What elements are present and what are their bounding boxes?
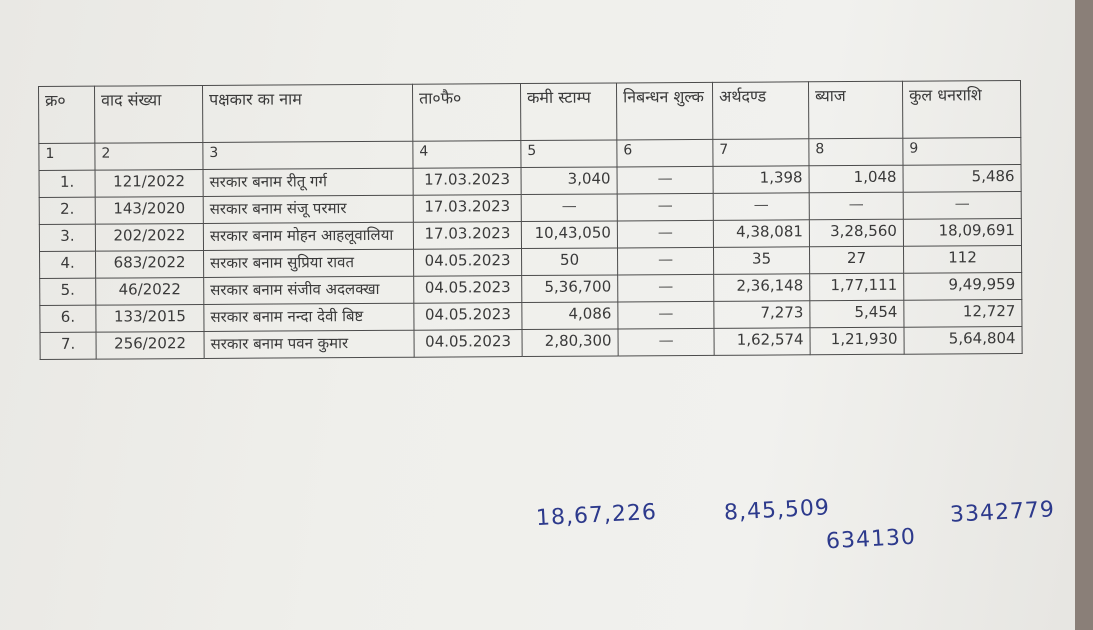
party-cell: सरकार बनाम रीतू गर्ग bbox=[203, 168, 413, 196]
total-cell: 112 bbox=[903, 245, 1021, 273]
header-cell: कमी स्टाम्प bbox=[520, 83, 616, 141]
header-cell: पक्षकार का नाम bbox=[202, 84, 412, 142]
handwritten-interest-total: 634130 bbox=[825, 524, 917, 555]
header-cell: क्र० bbox=[39, 86, 95, 143]
case-cell: 256/2022 bbox=[96, 331, 204, 359]
registration-cell: — bbox=[618, 301, 714, 329]
header-cell: कुल धनराशि bbox=[902, 80, 1020, 138]
index-cell: 1 bbox=[39, 143, 95, 170]
case-cell: 683/2022 bbox=[96, 250, 204, 278]
total-cell: — bbox=[903, 191, 1021, 219]
total-cell: 5,486 bbox=[903, 164, 1021, 192]
penalty-cell: 1,398 bbox=[713, 166, 809, 194]
serial-cell: 3. bbox=[39, 224, 95, 251]
interest-cell: 1,048 bbox=[809, 165, 903, 193]
ledger-table bbox=[38, 80, 1023, 360]
serial-cell: 4. bbox=[40, 251, 96, 278]
stamp-cell: 3,040 bbox=[521, 167, 617, 195]
date-cell: 17.03.2023 bbox=[413, 195, 521, 223]
serial-cell: 6. bbox=[40, 305, 96, 332]
index-cell: 7 bbox=[713, 139, 809, 167]
date-cell: 04.05.2023 bbox=[414, 249, 522, 277]
registration-cell: — bbox=[617, 220, 713, 248]
handwritten-stamp-total: 18,67,226 bbox=[535, 499, 658, 532]
date-cell: 04.05.2023 bbox=[414, 303, 522, 331]
background-edge bbox=[1075, 0, 1093, 630]
index-cell: 2 bbox=[95, 142, 203, 170]
stamp-cell: 4,086 bbox=[522, 302, 618, 330]
interest-cell: 27 bbox=[809, 246, 903, 274]
party-cell: सरकार बनाम सुप्रिया रावत bbox=[204, 249, 414, 277]
interest-cell: 1,77,111 bbox=[810, 273, 904, 301]
penalty-cell: 35 bbox=[713, 247, 809, 275]
penalty-cell: 4,38,081 bbox=[713, 220, 809, 248]
interest-cell: 3,28,560 bbox=[809, 219, 903, 247]
registration-cell: — bbox=[618, 247, 714, 275]
stamp-cell: 2,80,300 bbox=[522, 329, 618, 357]
header-cell: निबन्धन शुल्क bbox=[616, 82, 712, 140]
date-cell: 17.03.2023 bbox=[413, 222, 521, 250]
date-cell: 17.03.2023 bbox=[413, 168, 521, 196]
date-cell: 04.05.2023 bbox=[414, 330, 522, 358]
party-cell: सरकार बनाम संजू परमार bbox=[203, 195, 413, 223]
total-cell: 12,727 bbox=[904, 299, 1022, 327]
registration-cell: — bbox=[618, 274, 714, 302]
party-cell: सरकार बनाम संजीव अदलक्खा bbox=[204, 276, 414, 304]
index-cell: 5 bbox=[521, 140, 617, 168]
table-row bbox=[40, 326, 1022, 359]
case-cell: 46/2022 bbox=[96, 277, 204, 305]
registration-cell: — bbox=[618, 328, 714, 356]
party-cell: सरकार बनाम नन्दा देवी बिष्ट bbox=[204, 303, 414, 331]
interest-cell: 1,21,930 bbox=[810, 327, 904, 355]
penalty-cell: — bbox=[713, 193, 809, 221]
serial-cell: 1. bbox=[39, 170, 95, 197]
document-table-area bbox=[38, 80, 1023, 360]
total-cell: 9,49,959 bbox=[904, 272, 1022, 300]
party-cell: सरकार बनाम पवन कुमार bbox=[204, 330, 414, 358]
case-cell: 202/2022 bbox=[95, 223, 203, 251]
header-cell: ब्याज bbox=[808, 81, 902, 139]
case-cell: 143/2020 bbox=[95, 196, 203, 224]
party-cell: सरकार बनाम मोहन आहलूवालिया bbox=[203, 222, 413, 250]
penalty-cell: 7,273 bbox=[714, 301, 810, 329]
interest-cell: — bbox=[809, 192, 903, 220]
serial-cell: 5. bbox=[40, 278, 96, 305]
header-cell: वाद संख्या bbox=[95, 85, 203, 143]
total-cell: 18,09,691 bbox=[903, 218, 1021, 246]
index-cell: 6 bbox=[617, 139, 713, 167]
penalty-cell: 2,36,148 bbox=[714, 274, 810, 302]
stamp-cell: 50 bbox=[522, 248, 618, 276]
registration-cell: — bbox=[617, 193, 713, 221]
case-cell: 121/2022 bbox=[95, 169, 203, 197]
penalty-cell: 1,62,574 bbox=[714, 328, 810, 356]
serial-cell: 7. bbox=[40, 332, 96, 359]
date-cell: 04.05.2023 bbox=[414, 276, 522, 304]
total-cell: 5,64,804 bbox=[904, 326, 1022, 354]
interest-cell: 5,454 bbox=[810, 300, 904, 328]
handwritten-grand-total: 3342779 bbox=[949, 497, 1056, 528]
handwritten-penalty-total: 8,45,509 bbox=[723, 495, 831, 526]
index-cell: 9 bbox=[903, 137, 1021, 165]
index-cell: 4 bbox=[413, 141, 521, 169]
stamp-cell: 5,36,700 bbox=[522, 275, 618, 303]
header-cell: अर्थदण्ड bbox=[712, 82, 808, 140]
case-cell: 133/2015 bbox=[96, 304, 204, 332]
registration-cell: — bbox=[617, 166, 713, 194]
header-cell: ता०फै० bbox=[412, 84, 520, 142]
stamp-cell: 10,43,050 bbox=[521, 221, 617, 249]
index-cell: 8 bbox=[809, 138, 903, 166]
index-cell: 3 bbox=[203, 141, 413, 169]
serial-cell: 2. bbox=[39, 197, 95, 224]
stamp-cell: — bbox=[521, 194, 617, 222]
header-row bbox=[39, 80, 1021, 143]
